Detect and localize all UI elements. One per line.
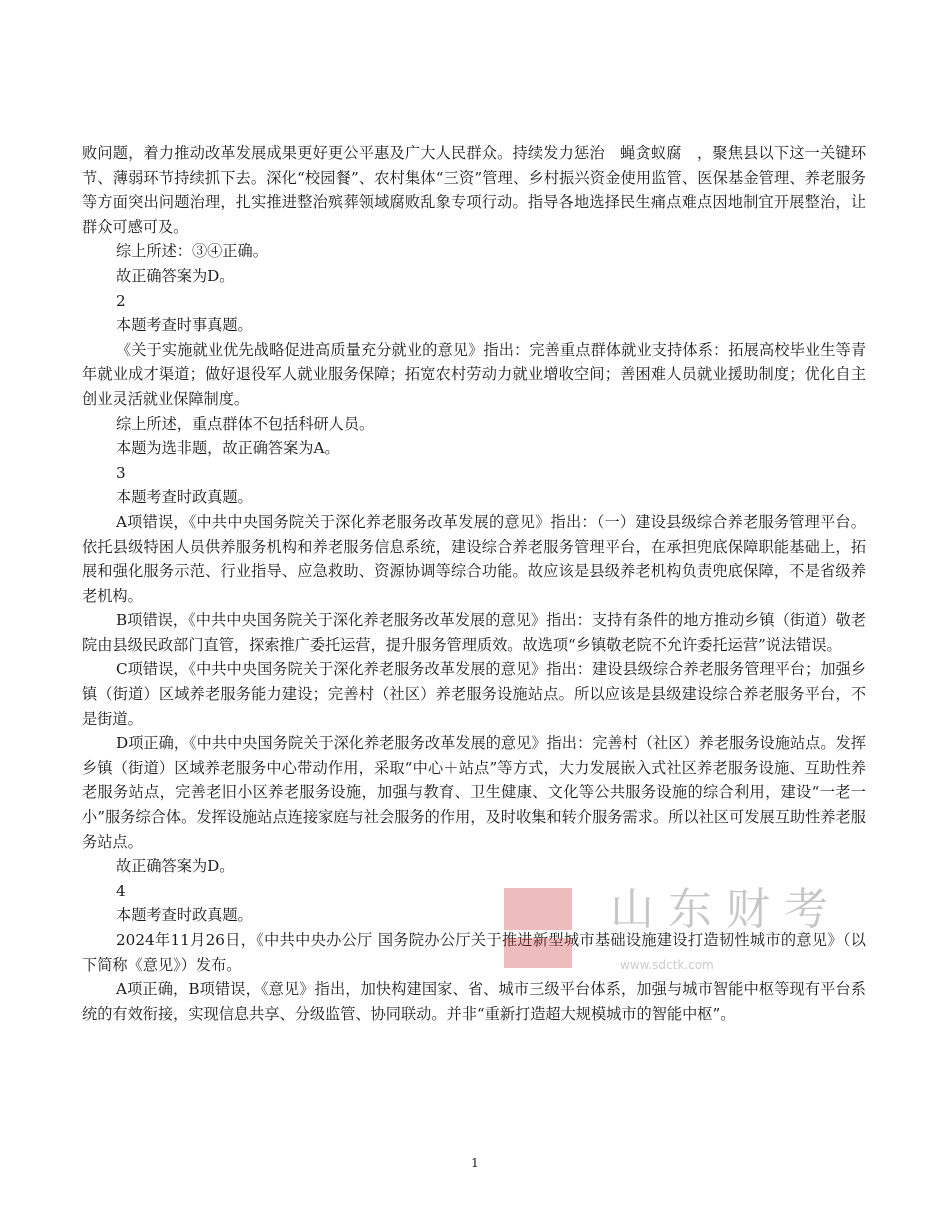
- paragraph: A项正确，B项错误，《意见》指出，加快构建国家、省、城市三级平台体系，加强与城市智能中枢等现有平台系统的有效衔接，实现信息共享、分级监管、协同联动。并非“重新打造超大规模城市的智能中枢”。: [82, 980, 866, 1023]
- paragraph: B项错误，《中共中央国务院关于深化养老服务改革发展的意见》指出：支持有条件的地方推动乡镇（街道）敬老院由县级民政部门直管，探索推广委托运营，提升服务管理质效。故选项“乡镇敬老院不允许委托运营”说法错误。: [82, 611, 866, 654]
- watermark-text: 山东财考: [610, 884, 842, 935]
- question-number: 2: [116, 291, 126, 310]
- paragraph: 本题考查时政真题。: [116, 906, 253, 925]
- paragraph: C项错误，《中共中央国务院关于深化养老服务改革发展的意见》指出：建设县级综合养老服务管理平台；加强乡镇（街道）区域养老服务能力建设；完善村（社区）养老服务设施站点。所以应该是县级建设综合养老服务平台，不是街道。: [82, 660, 866, 728]
- paragraph: 故正确答案为D。: [116, 857, 235, 876]
- document-body: [82, 141, 866, 1026]
- paragraph: 2024年11月26日，《中共中央办公厅 国务院办公厅关于推进新型城市基础设施建设打造韧性城市的意见》（以下简称《意见》）发布。: [82, 931, 866, 974]
- watermark-url: www.sdctk.com: [620, 958, 714, 972]
- paragraph: 本题考查时事真题。: [116, 316, 253, 335]
- question-number: 4: [116, 881, 126, 900]
- paragraph: 《关于实施就业优先战略促进高质量充分就业的意见》指出：完善重点群体就业支持体系：拓展高校毕业生等青年就业成才渠道；做好退役军人就业服务保障；拓宽农村劳动力就业增收空间；善困难人员就业援助制度；优化自主创业灵活就业保障制度。: [82, 340, 866, 408]
- paragraph: 综上所述，重点群体不包括科研人员。: [116, 414, 375, 433]
- question-number: 3: [116, 463, 126, 482]
- paragraph: D项正确，《中共中央国务院关于深化养老服务改革发展的意见》指出：完善村（社区）养老服务设施站点。发挥乡镇（街道）区域养老服务中心带动作用，采取“中心＋站点”等方式，大力发展嵌入式社区养老服务设施、互助性养老服务站点，完善老旧小区养老服务设施，加强与教育、卫生健康、文化等公共服务设施的综合利用，建设“一老一小”服务综合体。发挥设施站点连接家庭与社会服务的作用，及时收集和转介服务需求。所以社区可发展互助性养老服务站点。: [82, 734, 866, 851]
- paragraph: 本题为选非题，故正确答案为A。: [116, 439, 340, 458]
- paragraph: 故正确答案为D。: [116, 266, 235, 285]
- page-number: 1: [471, 1156, 479, 1170]
- paragraph: A项错误，《中共中央国务院关于深化养老服务改革发展的意见》指出：（一）建设县级综合养老服务管理平台。依托县级特困人员供养服务机构和养老服务信息系统，建设综合养老服务管理平台，在承担兜底保障职能基础上，拓展和强化服务示范、行业指导、应急救助、资源协调等综合功能。故应该是县级养老机构负责兜底保障，不是省级养老机构。: [82, 512, 866, 605]
- paragraph: 败问题，着力推动改革发展成果更好更公平惠及广大人民群众。持续发力惩治 蝇贪蚁腐 ，聚焦县以下这一关键环节、薄弱环节持续抓下去。深化“校园餐”、农村集体“三资”管理、乡村振兴资金使用监管、医保基金管理、养老服务等方面突出问题治理，扎实推进整治殡葬领域腐败乱象专项行动。指导各地选择民生痛点难点因地制宜开展整治，让群众可感可及。: [82, 144, 866, 236]
- paragraph: 本题考查时政真题。: [116, 488, 253, 507]
- paragraph: 综上所述：③④正确。: [116, 242, 268, 261]
